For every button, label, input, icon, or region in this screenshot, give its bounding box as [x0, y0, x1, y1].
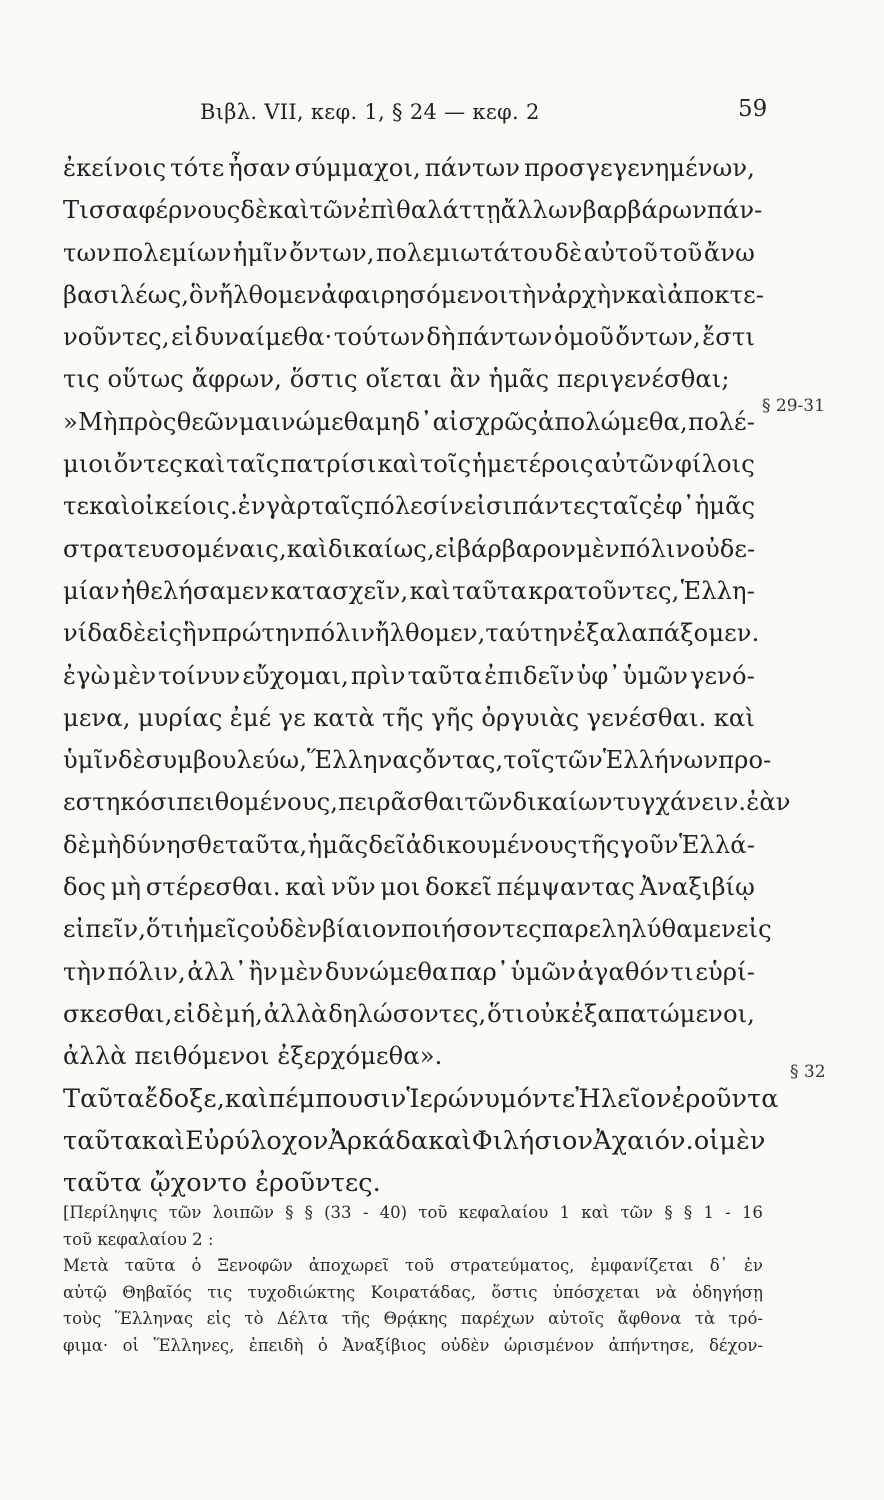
summary-line: Μετὰ ταῦτα ὁ Ξενοφῶν ἀποχωρεῖ τοῦ στρατεύματος, ἐμφανίζεται δ᾽ ἐν: [63, 1256, 763, 1275]
summary-line: τοὺς Ἕλληνας εἰς τὸ Δέλτα τῆς Θρᾴκης παρέχων αὐτοῖς ἄφθονα τὰ τρό-: [63, 1309, 763, 1328]
section-marker: § 29-31: [762, 396, 825, 416]
text-line: μιοι ὄντες καὶ ταῖς πατρίσι καὶ τοῖς ἡμετέροις αὐτῶν φίλοις: [63, 450, 755, 479]
text-line: ταῦτα ᾤχοντο ἐροῦντες.: [63, 1168, 381, 1199]
summary-line: τοῦ κεφαλαίου 2 :: [63, 1229, 214, 1249]
text-line: ἀλλὰ πειθόμενοι ἐξερχόμεθα».: [63, 1042, 443, 1071]
text-line: μίαν ἠθελήσαμεν κατασχεῖν, καὶ ταῦτα κρατοῦντες, Ἑλλη-: [63, 576, 755, 605]
text-line: Τισσαφέρνους δὲ καὶ τῶν ἐπὶ θαλάττῃ ἄλλων βαρβάρων πάν-: [63, 196, 763, 225]
page-header: [0, 96, 884, 136]
page-number: 59: [738, 96, 768, 122]
text-line: ὑμῖν δὲ συμβουλεύω, Ἕλληνας ὄντας, τοῖς τῶν Ἑλλήνων προ-: [63, 746, 772, 775]
main-text: [63, 147, 791, 1204]
summary-line: αὐτῷ Θηβαῖός τις τυχοδιώκτης Κοιρατάδας, ὅστις ὑπόσχεται νὰ ὁδηγήσῃ: [63, 1282, 763, 1302]
summary-line: φιμα· οἱ Ἕλληνες, ἐπειδὴ ὁ Ἀναξίβιος οὐδὲν ὡρισμένον ἀπήντησε, δέχον-: [63, 1335, 763, 1355]
text-line: » Μὴ πρὸς θεῶν μαινώμεθα μηδ᾽ αἰσχρῶς ἀπολώμεθα, πολέ-: [63, 407, 755, 436]
summary-line: [Περίληψις τῶν λοιπῶν § § (33 - 40) τοῦ κεφαλαίου 1 καὶ τῶν § § 1 - 16: [63, 1203, 763, 1222]
text-line: μενα, μυρίας ἐμέ γε κατὰ τῆς γῆς ὀργυιὰς γενέσθαι. καὶ: [63, 703, 755, 732]
text-line: ἐκείνοις τότε ἦσαν σύμμαχοι, πάντων προσγεγενημένων,: [63, 154, 755, 182]
text-line: εἰπεῖν, ὅτι ἡμεῖς οὐδὲν βίαιον ποιήσοντες παρεληλύθαμεν εἰς: [63, 915, 772, 944]
text-line: τὴν πόλιν, ἀλλ᾽ ἢν μὲν δυνώμεθα παρ᾽ ὑμῶν ἀγαθόν τι εὑρί-: [63, 957, 755, 986]
running-head: Βιβλ. VII, κεφ. 1, § 24 — κεφ. 2: [200, 100, 540, 124]
summary-block: [63, 1200, 763, 1359]
text-line: των πολεμίων ἡμῖν ὄντων, πολεμιωτάτου δὲ αὐτοῦ τοῦ ἄνω: [63, 238, 755, 267]
text-line: Ταῦτα ἔδοξε, καὶ πέμπουσιν Ἱερώνυμόν τε Ἠλεῖον ἐροῦντα: [63, 1083, 779, 1114]
text-line: νοῦντες, εἰ δυναίμεθα· τούτων δὴ πάντων ὁμοῦ ὄντων, ἔστι: [63, 323, 755, 352]
text-line: σκεσθαι, εἰ δὲ μή, ἀλλὰ δηλώσοντες, ὅτι οὐκ ἐξαπατώμενοι,: [63, 999, 755, 1028]
text-line: τις οὕτως ἄφρων, ὅστις οἴεται ἂν ἡμᾶς περιγενέσθαι;: [63, 365, 730, 394]
text-line: στρατευσομέναις, καὶ δικαίως, εἰ βάρβαρον μὲν πόλιν οὐδε-: [63, 534, 756, 563]
text-line: ἐγὼ μὲν τοίνυν εὔχομαι, πρὶν ταῦτα ἐπιδεῖν ὑφ᾽ ὑμῶν γενό-: [63, 661, 755, 690]
text-line: ταῦτα καὶ Εὐρύλοχον Ἀρκάδα καὶ Φιλήσιον Ἀχαιόν. οἱ μὲν: [63, 1125, 766, 1156]
text-line: νίδα δὲ εἰς ἣν πρώτην πόλιν ἤλθομεν, ταύτην ἐξαλαπάξομεν.: [63, 619, 760, 648]
text-line: εστηκόσι πειθομένους, πειρᾶσθαι τῶν δικαίων τυγχάνειν. ἐὰν: [63, 788, 791, 817]
text-line: βασιλέως, ὃν ἤλθομεν ἀφαιρησόμενοι τὴν ἀρχὴν καὶ ἀποκτε-: [63, 280, 765, 309]
text-line: τε καὶ οἰκείοις. ἐν γὰρ ταῖς πόλεσίν εἰσι πάντες ταῖς ἐφ᾽ ἡμᾶς: [63, 492, 756, 521]
text-line: δος μὴ στέρεσθαι. καὶ νῦν μοι δοκεῖ πέμψαντας Ἀναξιβίῳ: [63, 873, 755, 902]
text-line: δὲ μὴ δύνησθε ταῦτα, ἡμᾶς δεῖ ἀδικουμένους τῆς γοῦν Ἑλλά-: [63, 830, 755, 859]
section-marker: § 32: [790, 1062, 826, 1082]
